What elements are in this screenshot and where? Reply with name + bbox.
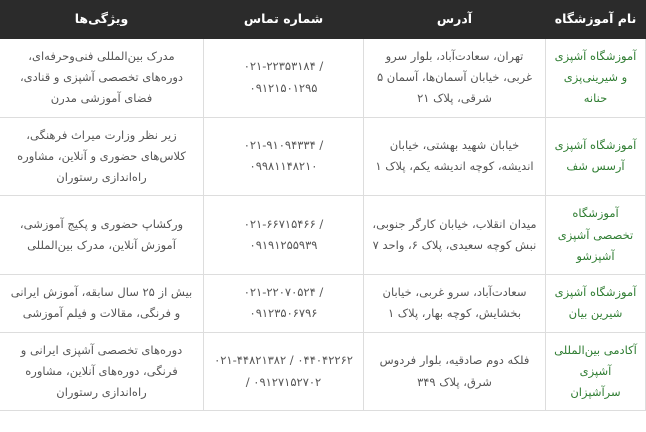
cell-features: ورکشاپ حضوری و پکیج آموزشی، آموزش آنلاین، مدرک بین‌المللی [0, 196, 204, 275]
table-body [0, 38, 646, 411]
cell-phone: ۰۲۱-۲۲۰۷۰۵۲۴ / ۰۹۱۲۳۵۰۶۷۹۶ [204, 275, 364, 333]
cell-school-name: آموزشگاه تخصصی آشپزی آشپزشو [546, 196, 646, 275]
cell-address: فلکه دوم صادقیه، بلوار فردوس شرق، پلاک ۳۴۹ [364, 332, 546, 411]
cell-phone: ۰۲۱-۲۲۳۵۳۱۸۴ / ۰۹۱۲۱۵۰۱۲۹۵ [204, 38, 364, 117]
cell-school-name: آموزشگاه آشپزی شیرین بیان [546, 275, 646, 333]
cell-school-name: آموزشگاه آشپزی آرسس شف [546, 117, 646, 196]
table-row [0, 196, 646, 275]
column-header-phone: شماره تماس [204, 1, 364, 39]
column-header-address: آدرس [364, 1, 546, 39]
table-row [0, 332, 646, 411]
cell-school-name: آکادمی بین‌المللی آشپزی سرآشپزان [546, 332, 646, 411]
cell-phone: ۰۲۱-۶۶۷۱۵۴۶۶ / ۰۹۱۹۱۲۵۵۹۳۹ [204, 196, 364, 275]
table-header [0, 1, 646, 39]
cell-phone: ۰۲۱-۴۴۸۲۱۳۸۲ / ۰۴۴۰۴۲۲۶۲ / ۰۹۱۲۷۱۵۲۷۰۲ [204, 332, 364, 411]
cell-address: خیابان شهید بهشتی، خیابان اندیشه، کوچه اندیشه یکم، پلاک ۱ [364, 117, 546, 196]
table-header-row [0, 1, 646, 39]
cell-address: میدان انقلاب، خیابان کارگر جنوبی، نبش کوچه سعیدی، پلاک ۶، واحد ۷ [364, 196, 546, 275]
cell-features: زیر نظر وزارت میراث فرهنگی، کلاس‌های حضوری و آنلاین، مشاوره راه‌اندازی رستوران [0, 117, 204, 196]
table-row [0, 275, 646, 333]
cell-address: تهران، سعادت‌آباد، بلوار سرو غربی، خیابان آسمان‌ها، آسمان ۵ شرقی، پلاک ۲۱ [364, 38, 546, 117]
cell-features: بیش از ۲۵ سال سابقه، آموزش ایرانی و فرنگی، مقالات و فیلم آموزشی [0, 275, 204, 333]
cell-phone: ۰۲۱-۹۱۰۹۴۳۳۴ / ۰۹۹۸۱۱۴۸۲۱۰ [204, 117, 364, 196]
table-row [0, 117, 646, 196]
cell-features: دوره‌های تخصصی آشپزی ایرانی و فرنگی، دوره‌های آنلاین، مشاوره راه‌اندازی رستوران [0, 332, 204, 411]
table-row [0, 38, 646, 117]
column-header-name: نام آموزشگاه [546, 1, 646, 39]
column-header-features: ویژگی‌ها [0, 1, 204, 39]
cell-features: مدرک بین‌المللی فنی‌وحرفه‌ای، دوره‌های تخصصی آشپزی و قنادی، فضای آموزشی مدرن [0, 38, 204, 117]
cell-school-name: آموزشگاه آشپزی و شیرینی‌پزی حنانه [546, 38, 646, 117]
cell-address: سعادت‌آباد، سرو غربی، خیابان بخشایش، کوچه بهار، پلاک ۱ [364, 275, 546, 333]
